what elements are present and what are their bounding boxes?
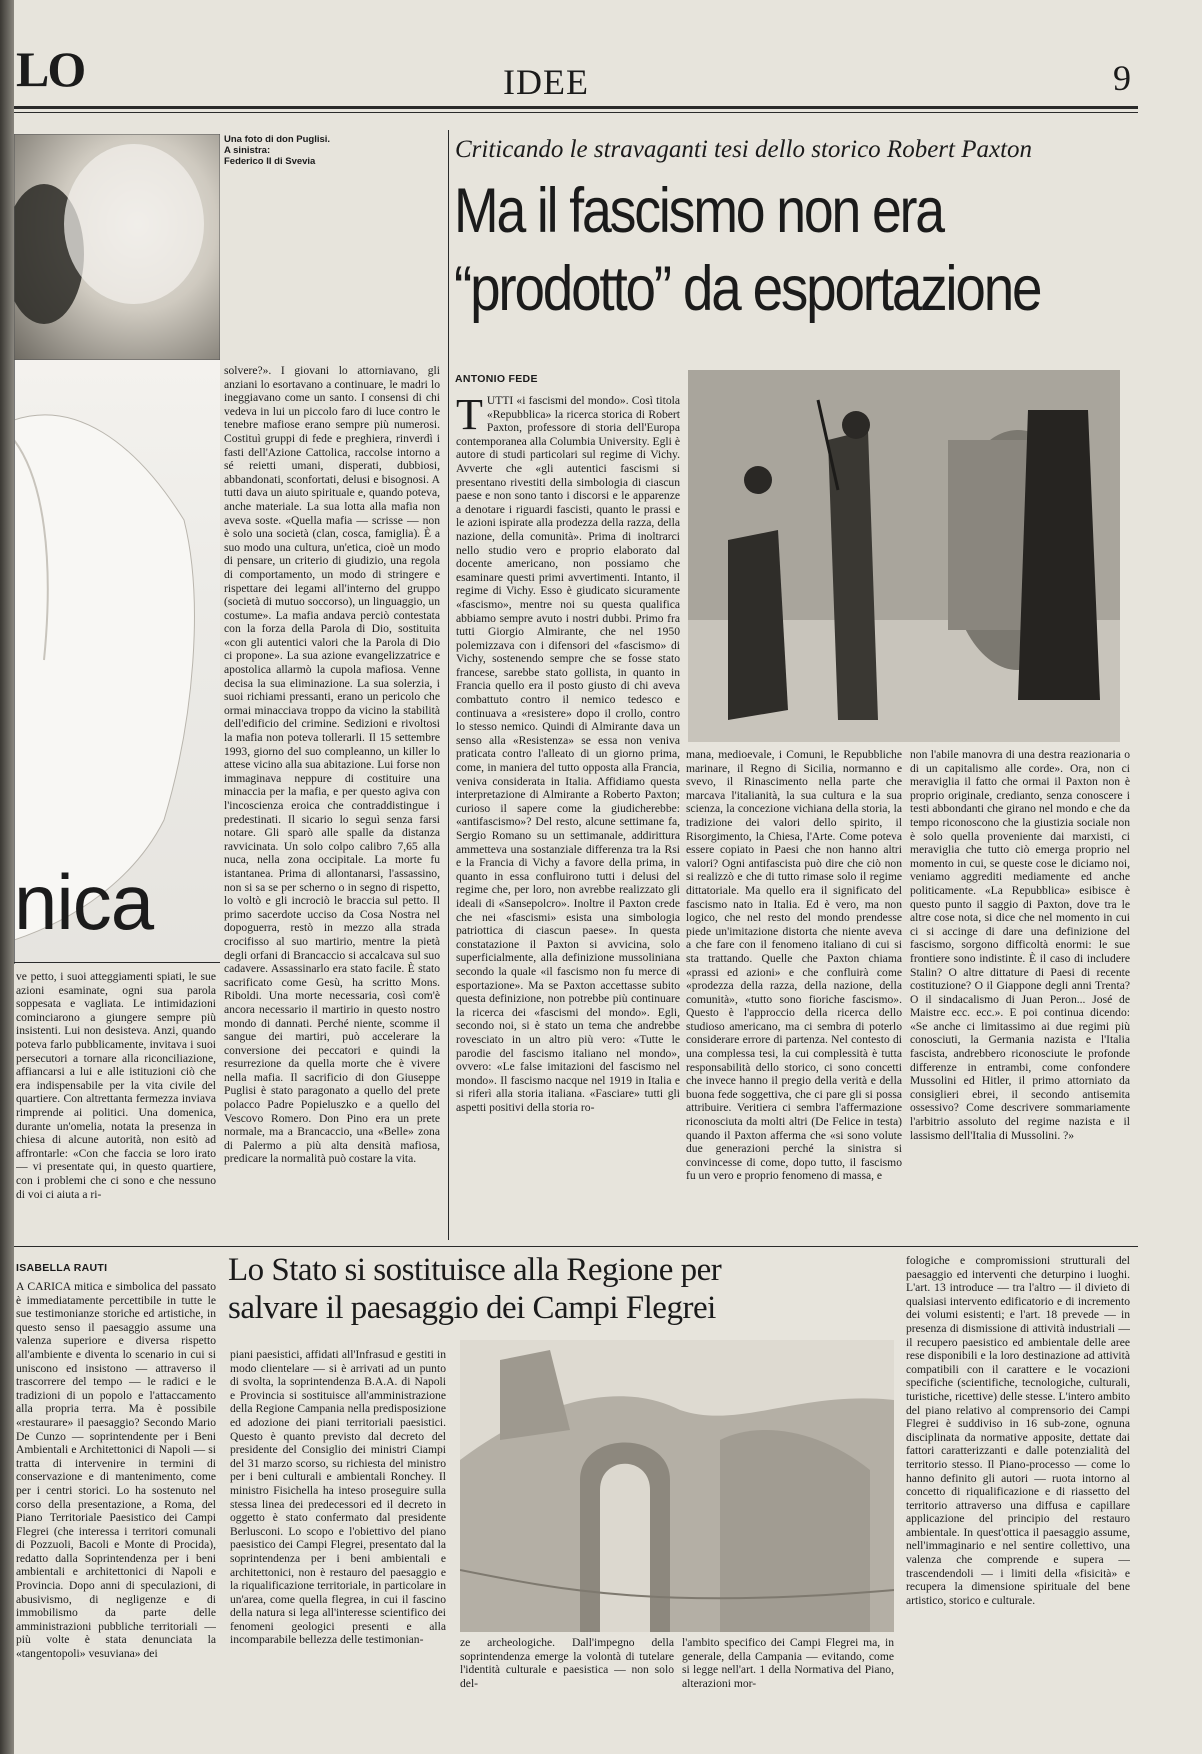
left-story-text-1: ve petto, i suoi atteggiamenti spiati, le sue azioni esaminate, ogni sua parola soppesata e vagliata. Le intimidazioni cominciarono a giungere sempre più insistenti. Lui non desisteva. Anzi, quando poteva farlo pubblicamente, invitava i suoi persecutori a tornare alla riconciliazione, affiancarsi a lui e alle istituzioni ciò che era indispensabile per la vita civile del quartiere. Con altrettanta fermezza inviava rimprende ai politici. Una domenica, durante un'omelia, notata la presenza in chiesa di alcune autorità, non esitò ad affrontarle: «Con che faccia se loro irato — vi presentate qui, in questo quartiere, con i problemi che ci sono e che nessuno di voi ci aiuta a ri-	[16, 970, 216, 1201]
bottom-column-b	[230, 1348, 446, 1746]
bottom-byline: ISABELLA RAUTI	[16, 1262, 108, 1274]
photo-don-puglisi	[14, 134, 220, 360]
caption-line-3: Federico II di Svevia	[224, 156, 316, 167]
main-column-a	[456, 394, 680, 1240]
header-rule-thin	[14, 112, 1138, 113]
bottom-under-photo-left	[460, 1636, 674, 1746]
caption-line-1: Una foto di don Puglisi.	[224, 134, 331, 145]
caption-line-2: A sinistra:	[224, 145, 271, 156]
main-headline-line-1: Ma il fascismo non era	[454, 176, 943, 246]
left-story-column-1	[16, 970, 216, 1240]
main-column-c	[910, 748, 1130, 1240]
bottom-text-under-right: l'ambito specifico dei Campi Flegrei ma, in generale, della Campania — evitando, come si legge nell'art. 1 della Normativa del Piano, alterazioni mor-	[682, 1636, 894, 1690]
main-kicker: Criticando le stravaganti tesi dello storico Robert Paxton	[455, 136, 1033, 163]
left-story-column-2	[224, 364, 440, 1240]
bottom-headline-line-2: salvare il paesaggio dei Campi Flegrei	[228, 1290, 716, 1326]
left-headline-fragment: nica	[14, 858, 154, 946]
section-title: IDEE	[503, 62, 589, 102]
photo-caption	[224, 134, 354, 167]
main-column-b	[686, 748, 902, 1240]
bottom-text-a: A CARICA mitica e simbolica del passato è immediatamente percettibile in tutte le sue testimonianze storiche ed artistiche, in questo senso il paesaggio assume una valenza superiore e diversa rispetto all'ambiente e diventa lo scenario in cui si uniscono ed insistono — attraverso il trascorrere del tempo — le radici e le tradizioni di un popolo e l'attaccamento alla propria terra. Ma è possibile «restaurare» il paesaggio? Secondo Mario De Cunzo — soprintendente per i Beni Ambientali e Architettonici di Napoli — si tratta di intervenire in termini di conservazione e di mantenimento, come per i centri storici. Lo ha sostenuto nel corso della presentazione, a Roma, del Piano Territoriale Paesistico dei Campi Flegrei (che interessa i territori comunali di Pozzuoli, Bacoli e Monte di Procida), redatto dalla Soprintendenza per i beni ambientali e architettonici di Napoli e Provincia. Dopo anni di speculazioni, di abusivismo, di negligenze e di immobilismo da parte delle amministrazioni pubbliche territoriali — più volte è stata denunciata la «tangentopoli» vesuviana» dei	[16, 1280, 216, 1661]
bottom-section-rule	[14, 1246, 1138, 1247]
bottom-under-photo-right	[682, 1636, 894, 1746]
page-number: 9	[1113, 58, 1131, 98]
bottom-text-under-left: ze archeologiche. Dall'impegno della soprintendenza emerge la volontà di tutelare l'identità culturale e paesistica — non solo del-	[460, 1636, 674, 1690]
left-story-text-2: solvere?». I giovani lo attorniavano, gli anziani lo esortavano a continuare, le madri lo ineggiavano come un santo. I consensi di chi vedeva in lui un piccolo faro di luce contro le tenebre mafiose erano sempre più numerosi. Costituì gruppi di fede e preghiera, rinverdì i fasti dell'Azione Cattolica, raccolse intorno a sé reietti umani, disperati, dubbiosi, abbandonati, sconfortati, delusi e bisognosi. A tutti dava un aiuto spirituale e, quando poteva, anche materiale. La sua lotta alla mafia non aveva soste. «Quella mafia — scrisse — non è solo una società (clan, cosca, famiglia). È a suo modo una cultura, un'etica, cioè un modo di pensare, un criterio di giudizio, una regola di comportamento, un modo di stringere e rispettare dei legami all'interno del gruppo (società di mutuo soccorso), un linguaggio, un costume». La mafia andava perciò contestata con la forza della Parola di Dio, sostituita «con gli autentici valori che la Parola di Dio ci propone». La sua azione evangelizzatrice e apostolica allarmò la cupola mafiosa. Venne decisa la sua eliminazione. La sua solerzia, i suoi richiami pressanti, erano un pericolo che ormai minacciava troppo da vicino la stabilità dell'edificio del crimine. Sedizioni e rivoltosi la mafia non poteva tollerarli. Il 15 settembre 1993, giorno del suo compleanno, un killer lo attese vicino alla sua abitazione. Lui forse non immaginava neppure di costituire una minaccia per la mafia, e per questo agiva con l'incoscienza eroica che contraddistingue i predestinati. Il sicario lo seguì senza farsi notare. Gli sparò alle spalle da distanza ravvicinata. Un solo colpo calibro 7,65 alla nuca, nella zona occipitale. La morte fu istantanea. Prima di allontanarsi, l'assassino, non si sa se per scherno o in segno di rispetto, lo voltò e gli incrociò le braccia sul petto. Il primo sacerdote ucciso da Cosa Nostra nel dopoguerra, restò in mezzo alla strada crocifisso al suo martirio, mentre la pietà degli orfani di Brancaccio si accalcava sul suo cadavere. Assassinarlo era stato facile. È stato sacrificato come Gesù, ha scritto Mons. Riboldi. Una morte necessaria, così com'è ancora necessario il martirio in questo nostro mondo di dannati. Perché niente, scomme il sangue dei martiri, può accelerare la conversione dei peccatori e quindi la resurrezione da quella morte che è vivere nella mafia. Il sacrificio di don Giuseppe Puglisi è stato paragonato a quello del prete polacco Padre Popieluszko e a quello del Vescovo Romero. Don Pino era un prete normale, ma a Brancaccio, una «Belle» zona di Palermo a più alta densità mafiosa, predicare la normalità può costare la vita.	[224, 364, 440, 1166]
ruins-illustration	[460, 1340, 894, 1632]
bottom-column-c	[906, 1254, 1130, 1746]
main-text-b: mana, medioevale, i Comuni, le Repubbliche marinare, il Regno di Sicilia, normanno e svevo, il Rinascimento nella parte che marcava l'italianità, la sua cultura e la sua scienza, la concezione vichiana della storia, la tradizione dei valori dello spirito, il Risorgimento, la Chiesa, l'Arte. Come poteva essere copiato in Paesi che non hanno altri valori? Ogni antifascista può dire che ciò non si realizzò e che di tutto rimase solo il regime dittatoriale. Ma quello era il significato del fascismo nato in Italia. Ed è vero, ma non logico, che nel resto del mondo prendesse piede un'imitazione distorta che niente aveva a che fare con il fenomeno italiano di cui si sta trattando. Quelle che Paxton chiama «prassi ed azioni» e che confluirà come «prodezza della razza, della nazione, della comunità», «tutto sono fioriche fascismo». Questo è l'approccio della ricerca dello studioso americano, ma ci sembra di poterlo considerare errore di partenza. Nel contesto di una complessa tesi, la cui complessità è tutta responsabilità dello storico, ci sono concetti che invece hanno il pregio della verità e della buona fede soggettiva, che ci pare gli si possa attribuire. Veritiera ci sembra l'affermazione riconosciuta da molti altri (De Felice in testa) quando il Paxton afferma che «si sono volute due generazioni perché la sinistra si convincesse di come, dopo tutto, il fascismo fu un vero e proprio fenomeno di massa, e	[686, 748, 902, 1183]
bottom-column-a	[16, 1280, 216, 1746]
masthead-fragment: LO	[16, 41, 85, 97]
bottom-text-c: fologiche e compromissioni strutturali del paesaggio ed interventi che deturpino i luoghi. L'art. 13 introduce — tra l'altro — il divieto di qualsiasi intervento edificatorio e di incremento dei volumi esistenti; e l'art. 18 prevede — in presenza di dismissione di attività industriali — il recupero paesistico ed ambientale delle aree rese disponibili e la loro destinazione ad attività compatibili con il carattere e le vocazioni specifiche (scientifiche, tecnologiche, culturali, turistiche, ricettive) delle stesse. L'intero ambito del piano relativo al comprensorio dei Campi Flegrei è suddiviso in 16 sub-zone, ognuna disciplinata da normative apposite, dettate dai fattori caratterizzanti e dalle potenzialità del territorio stesso. Il Piano-processo — come lo hanno definito gli autori — ruota intorno al concetto di riqualificazione e di riassetto del territorio attraverso una diffusa e capillare applicazione del principio del restauro ambientale. In quest'ottica il paesaggio assume, nell'immaginario e nel sentire collettivo, una valenza che comprende e supera — trascendendoli — i limiti della «fisicità» e recupera la dimensione spirituale del bene artistico, storico e culturale.	[906, 1254, 1130, 1607]
main-text-a: UTTI «i fascismi del mondo». Così titola «Repubblica» la ricerca storica di Robert Paxton, professore di storia dell'Europa contemporanea alla Columbia University. Egli è autore di studi particolari sul regime di Vichy. Avverte che «gli autentici fascismi si presentano rivestiti della simbologia di ciascun paese e non sono tanto i discorsi e le apparenze a denotare i riguardi fascisti, quanto le prassi e le azioni ispirate alla prodezza della razza, della nazione, della comunità». Prima di inoltrarci nello studio vero e proprio elaborato dal docente americano, non possiamo che esaminare questi primi avvertimenti. Intanto, il regime di Vichy. Esso è giudicato sicuramente «fascismo», mentre noi su questa qualifica abbiamo sempre avuto i nostri dubbi. Primo fra tutti Giorgio Almirante, che nel 1950 polemizzava con i difensori del «fascismo» di Vichy, sostenendo sempre che se fosse stato francese, sarebbe stato gollista, in quanto in Francia quello era il posto giusto di chi aveva combattuto contro il nemico tedesco e continuava a «resistere» dopo il crollo, contro lo stesso nemico. Quindi di Almirante dava un senso alla «Resistenza» se essa non veniva praticata contro l'alleato di un giorno prima, come, in maniera del tutto opposta alla Francia, veniva considerata in Italia. Affidiamo questa interpretazione di Almirante a Roberto Paxton; curioso il sapere come la giudicherebbe: «antifascismo»? Del resto, alcune settimane fa, Sergio Romano su un settimanale, addirittura ammetteva una sostanziale differenza tra la Rsi e la Francia di Vichy a favore della prima, in quanto in essa confluirono tutti i delusi del regime che, per loro, non avrebbe realizzato gli ideali di «Sansepolcro». Inoltre il Paxton crede che nei «fascismi» esista una simbologia patriottica di ciascun paese». In questa constatazione il Paxton si avvicina, solo superficialmente, alla definizione mussoliniana secondo la quale «il fascismo non fu merce di esportazione». Ma se Paxton accettasse subito questa definizione, non potrebbe più continuare la ricerca dei «fascismi del mondo». Egli, secondo noi, si è stato un tema che andrebbe rovesciato in un altro più vero: «Tutte le parodie del fascismo italiano nel mondo», ovvero: «Le false imitazioni del fascismo nel mondo». Il fascismo nacque nel 1919 in Italia e si riferì alla storia italiana. «Fasciare» tutti gli aspetti positivi della storia ro-	[456, 394, 680, 1114]
portrait-illustration	[14, 134, 220, 360]
main-byline: ANTONIO FEDE	[455, 373, 538, 385]
main-text-c: non l'abile manovra di una destra reazionaria o di un capitalismo alle corde». Ora, non ci meraviglia il fatto che ormai il Paxton non è proprio originale, credianto, senza conoscere i testi abbondanti che girano nel mondo e che da tempo riconoscono che la giustizia sociale non è solo quella proveniente dai marxisti, ci meraviglia che tutto ciò emerga proprio nel momento in cui, se queste cose le diciamo noi, veniamo aggrediti mediamente ed anche politicamente. «La Repubblica» esibisce è questo punto il saggio di Paxton, dove tra le altre cose nota, si dice che nel momento in cui ci si accinge di dare una definizione del fascismo, sorgono difficoltà enormi: le sue frontiere sono indistinte. È il caso di includere Stalin? O altre dittature di Paesi di recente costituzione? O il Giappone degli anni Trenta? O il sindacalismo di Juan Peron... José de Maistre ecc. ecc.». E poi continua dicendo: «Se anche ci limitassimo ai due regimi più conosciuti, la Germania nazista e l'Italia fascista, andrebbero riconosciute le profonde differenze in entrambi, come confondere Mussolini ed Hitler, il primo attorniato da consiglieri ebrei, il secondo antisemita ossessivo? Come descrivere sommariamente l'arbitrio assoluto del regime nazista e il lassismo dell'Italia di Mussolini. ?»	[910, 748, 1130, 1142]
guards-illustration	[688, 370, 1120, 742]
page-edge	[0, 0, 14, 1754]
bottom-headline-line-1: Lo Stato si sostituisce alla Regione per	[228, 1252, 722, 1288]
bottom-text-b: piani paesistici, affidati all'Infrasud e gestiti in modo clientelare — si è arrivati ad un punto di svolta, la soprintendenza B.A.A. di Napoli e Provincia si sostituisce all'amministrazione della Regione Campania nella predisposizione ed adozione dei piani territoriali paesistici. Questo è quanto previsto dal decreto del presidente del Consiglio dei ministri Ciampi del 31 marzo scorso, su richiesta del ministro per i beni culturali e ambientali Ronchey. Il ministro Fisichella ha inteso proseguire sulla stessa linea dei predecessori ed il decreto in oggetto è stato confermato dal presidente Berlusconi. Lo scopo e l'obiettivo del piano paesistico dei Campi Flegrei, presentato dal la soprintendenza per i beni ambientali e architettonici, non è restauro del paesaggio e la riqualificazione territoriale, in particolare in un'area, come quella flegrea, in cui il fascino della natura si lega all'interesse scientifico dei fenomeni geologici presenti e alla incomparabile bellezza delle testimonian-	[230, 1348, 446, 1647]
column-divider	[448, 130, 449, 1240]
left-photo-rule	[14, 962, 220, 963]
header-rule	[14, 106, 1138, 109]
main-dropcap: T	[456, 394, 483, 439]
photo-campi-flegrei-ruins	[460, 1340, 894, 1632]
photo-guards	[688, 370, 1120, 742]
main-headline-line-2: “prodotto” da esportazione	[454, 254, 1041, 324]
